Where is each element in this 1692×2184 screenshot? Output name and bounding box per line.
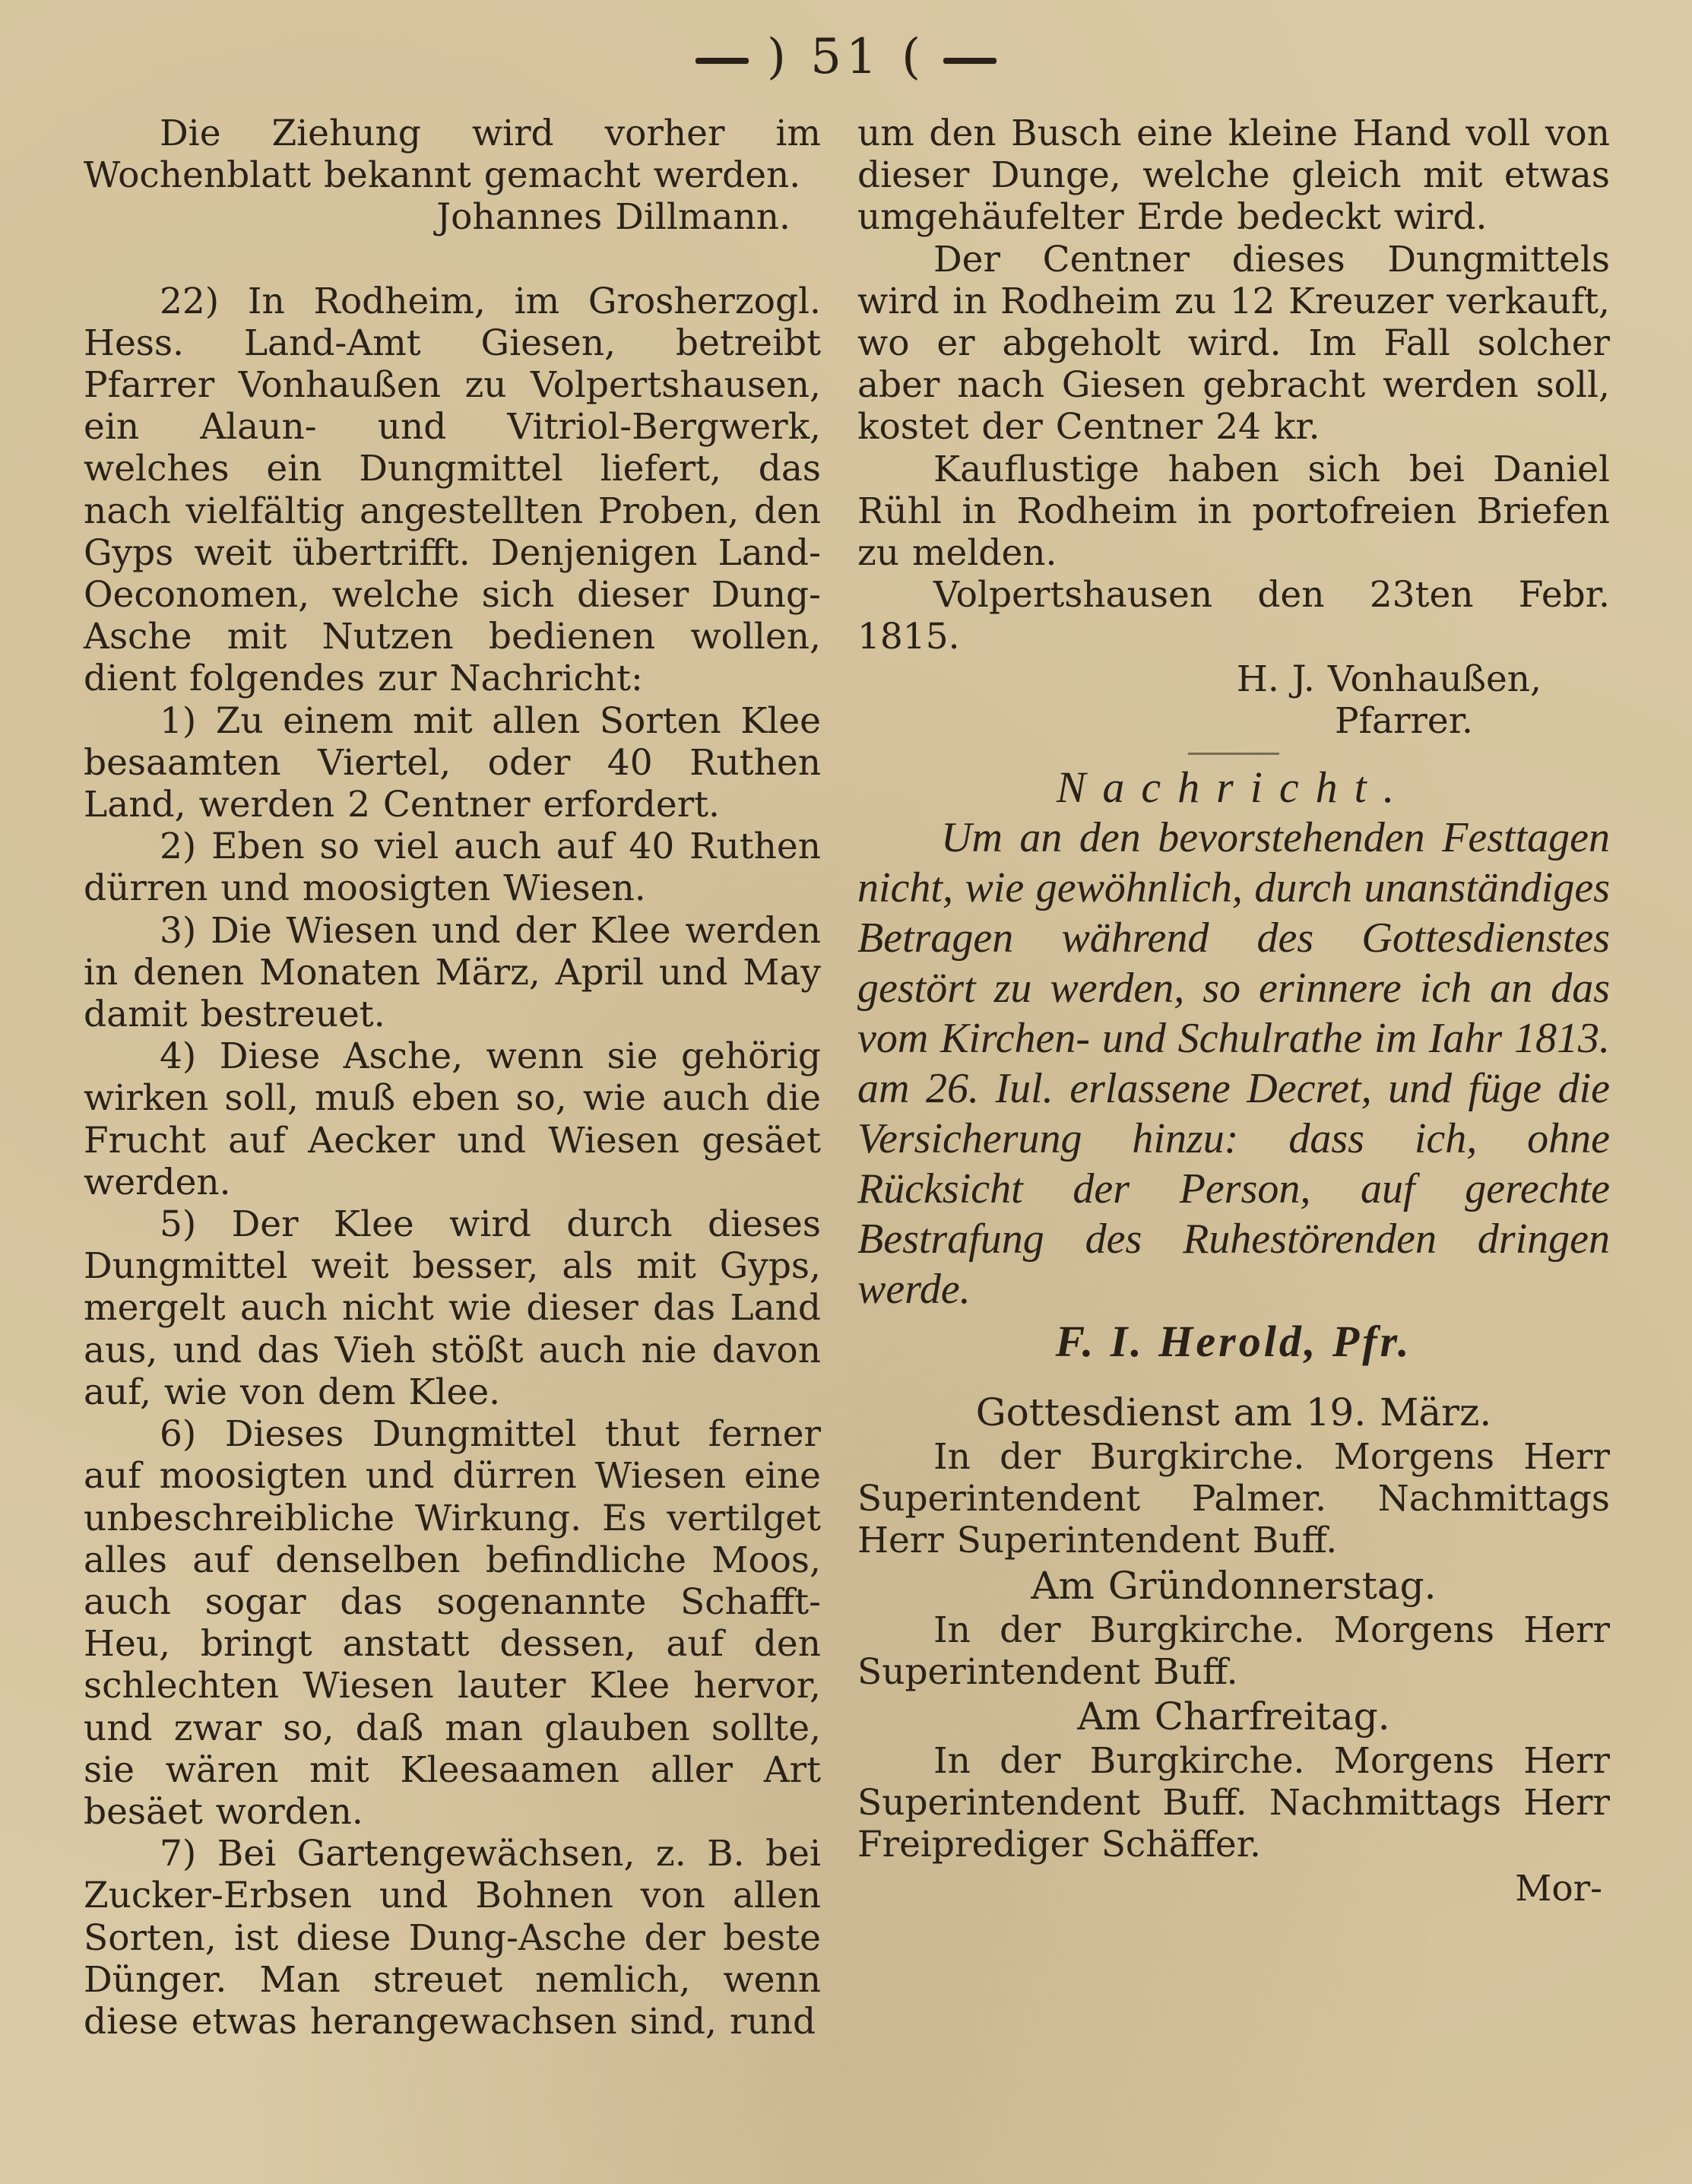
lottery-notice: Die Ziehung wird vorher im Wochenblatt bekannt gemacht werden. — [84, 113, 821, 197]
continuation-text: um den Busch eine kleine Hand voll von dieser Dunge, welche gleich mit etwas umgehäufelter Erde bedeckt wird. — [857, 113, 1610, 239]
header-rule-left — [695, 58, 749, 64]
list-item-1: 1) Zu einem mit allen Sorten Klee besaamten Viertel, oder 40 Ruthen Land, werden 2 Centner erfordert. — [84, 699, 821, 826]
service-heading: Gottesdienst am 19. März. — [975, 1390, 1492, 1435]
thursday-heading: Am Gründonnerstag. — [1031, 1563, 1437, 1608]
thursday-text: In der Burgkirche. Morgens Herr Superintendent Buff. — [857, 1609, 1610, 1693]
friday-text: In der Burgkirche. Morgens Herr Superintendent Buff. Nachmittags Herr Freiprediger Schäffer. — [857, 1740, 1610, 1866]
header-rule-right — [943, 58, 997, 64]
friday-heading: Am Charfreitag. — [1077, 1694, 1390, 1739]
section-divider — [1188, 753, 1279, 755]
lottery-signature: Johannes Dillmann. — [436, 196, 791, 239]
dateline: Volpertshausen den 23ten Febr. 1815. — [857, 574, 1610, 658]
signature-name: H. J. Vonhaußen, — [1236, 658, 1541, 700]
notice-signature: F. I. Herold, Pfr. — [1055, 1317, 1412, 1367]
right-column — [857, 113, 1610, 1912]
signature-title: Pfarrer. — [1334, 699, 1473, 742]
list-item-7: 7) Bei Gartengewächsen, z. B. bei Zucker-Erbsen und Bohnen von allen Sorten, ist diese Dung-Asche der beste Dünger. Man streuet nemlich, wenn diese etwas herangewachsen sind, rund — [84, 1833, 821, 2043]
page-header — [0, 29, 1692, 85]
notice-title: Nachricht. — [1056, 762, 1412, 813]
buyers-paragraph: Kauflustige haben sich bei Daniel Rühl in Rodheim in portofreien Briefen zu melden. — [857, 448, 1610, 575]
price-paragraph: Der Centner dieses Dungmittels wird in Rodheim zu 12 Kreuzer verkauft, wo er abgeholt wird. Im Fall solcher aber nach Giesen gebracht werden soll, kostet der Centner 24 kr. — [857, 238, 1610, 449]
page-number: ) 51 ( — [766, 29, 926, 85]
notice-text: Um an den bevorstehenden Festtagen nicht, wie gewöhnlich, durch unanständiges Betragen während des Gottesdienstes gestört zu werden, so erinnere ich an das vom Kirchen- und Schulrathe im Iahr 1813. am 26. Iul. erlassene Decret, und füge die Versicherung hinzu: dass ich, ohne Rücksicht der Person, auf gerechte Bestrafung des Ruhestörenden dringen werde. — [857, 814, 1610, 1314]
list-item-6: 6) Dieses Dungmittel thut ferner auf moosigten und dürren Wiesen eine unbeschreibliche Wirkung. Es vertilget alles auf denselben befindliche Moos, auch sogar das sogenannte Schafft-Heu, bringt anstatt dessen, auf den schlechten Wiesen lauter Klee hervor, und zwar so, daß man glauben sollte, sie wären mit Kleesaamen aller Art besäet worden. — [84, 1413, 821, 1833]
list-item-4: 4) Diese Asche, wenn sie gehörig wirken soll, muß eben so, wie auch die Frucht auf Aecker und Wiesen gesäet werden. — [84, 1035, 821, 1203]
list-item-3: 3) Die Wiesen und der Klee werden in denen Monaten März, April und May damit bestreuet. — [84, 909, 821, 1036]
list-item-5: 5) Der Klee wird durch dieses Dungmittel weit besser, als mit Gyps, mergelt auch nicht wie dieser das Land aus, und das Vieh stößt auch nie davon auf, wie von dem Klee. — [84, 1203, 821, 1413]
catchword: Mor- — [1515, 1867, 1602, 1910]
announcement-22: 22) In Rodheim, im Grosherzogl. Hess. Land-Amt Giesen, betreibt Pfarrer Vonhaußen zu Volpertshausen, ein Alaun- und Vitriol-Bergwerk, welches ein Dungmittel liefert, das nach vielfältig angestellten Proben, den Gyps weit übertrifft. Denjenigen Land-Oeconomen, welche sich dieser Dung-Asche mit Nutzen bedienen wollen, dient folgendes zur Nachricht: — [84, 280, 821, 700]
service-text: In der Burgkirche. Morgens Herr Superintendent Palmer. Nachmittags Herr Superintendent Buff. — [857, 1436, 1610, 1562]
list-item-2: 2) Eben so viel auch auf 40 Ruthen dürren und moosigten Wiesen. — [84, 826, 821, 910]
left-column — [84, 113, 821, 2043]
